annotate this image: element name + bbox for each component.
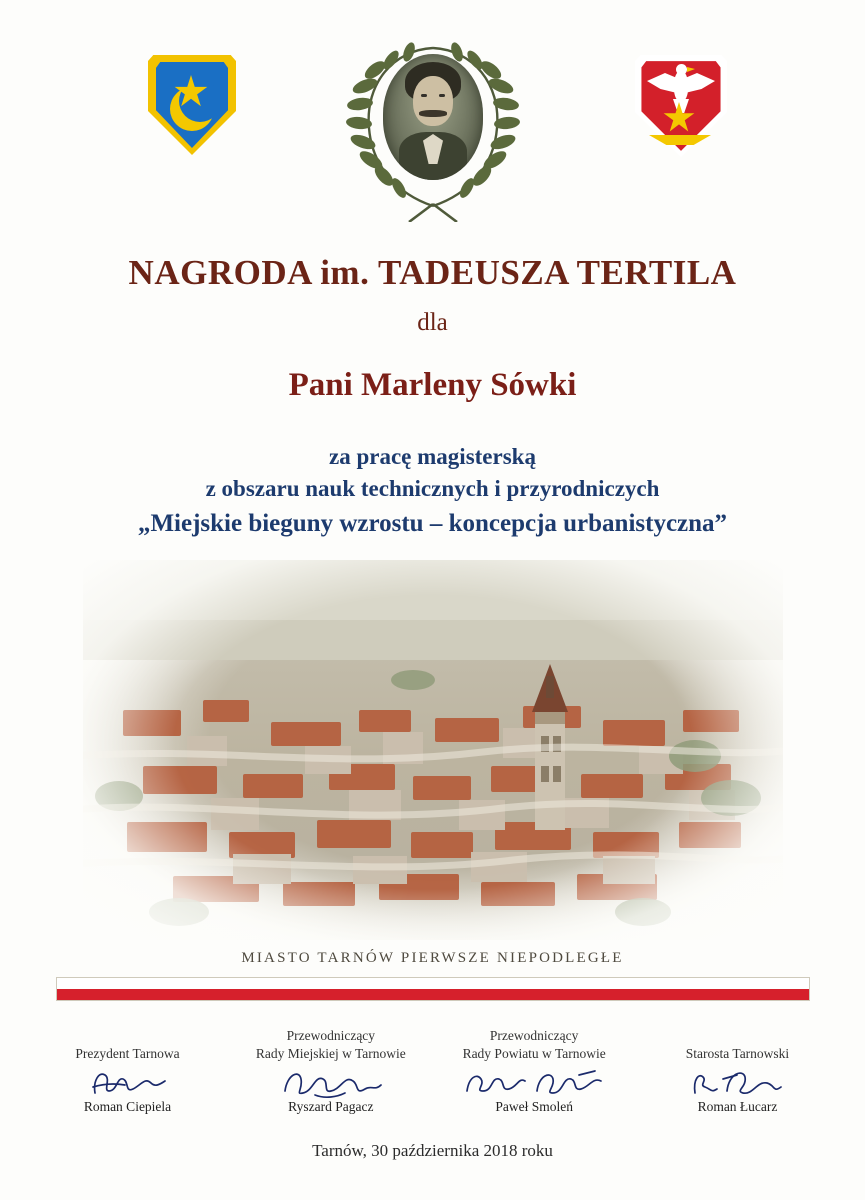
polish-flag-bar (56, 977, 810, 1001)
handwritten-signature (236, 1065, 426, 1099)
signature-role: Prezydent Tarnowa (75, 1046, 180, 1062)
reason-line-1: za pracę magisterską (329, 444, 536, 469)
signature-block-city-council-chair (236, 1027, 426, 1115)
handwritten-signature (642, 1065, 832, 1099)
award-title: NAGRODA im. TADEUSZA TERTILA (128, 253, 737, 292)
emblem-row (0, 0, 865, 225)
place-and-date: Tarnów, 30 października 2018 roku (312, 1141, 553, 1161)
signature-name: Roman Ciepiela (83, 1099, 172, 1115)
thesis-title: „Miejskie bieguny wzrostu – koncepcja urbanistyczna” (137, 510, 728, 537)
signature-role-line-2: Rady Powiatu w Tarnowie (462, 1046, 606, 1062)
signature-name: Ryszard Pagacz (288, 1099, 374, 1115)
signature-block-county-council-chair (439, 1027, 629, 1115)
tarnow-city-coat-of-arms-icon (148, 55, 236, 155)
eagle-icon (645, 69, 717, 113)
city-slogan: MIASTO TARNÓW PIERWSZE NIEPODLEGŁE (241, 950, 624, 966)
signature-block-starosta (642, 1045, 832, 1115)
signature-row (33, 1027, 833, 1115)
for-label: dla (417, 309, 448, 336)
signature-name: Roman Łucarz (697, 1099, 778, 1115)
aerial-photo-tarnow-old-town (83, 560, 783, 940)
tadeusz-tertil-portrait (335, 36, 531, 222)
signature-block-president (33, 1045, 223, 1115)
award-reason (0, 444, 865, 538)
signature-role-line-1: Przewodniczący (489, 1028, 579, 1043)
signature-role-line-1: Przewodniczący (286, 1028, 376, 1043)
handwritten-signature (33, 1065, 223, 1099)
handwritten-signature (439, 1065, 629, 1099)
signature-role-line-2: Rady Miejskiej w Tarnowie (255, 1046, 406, 1062)
portrait-photo (383, 54, 483, 180)
signature-role: Starosta Tarnowski (685, 1046, 790, 1062)
tarnow-county-coat-of-arms-icon (635, 55, 727, 157)
signature-name: Paweł Smoleń (495, 1099, 573, 1115)
recipient-name: Pani Marleny Sówki (288, 367, 577, 403)
reason-line-2: z obszaru nauk technicznych i przyrodniczych (205, 476, 660, 501)
